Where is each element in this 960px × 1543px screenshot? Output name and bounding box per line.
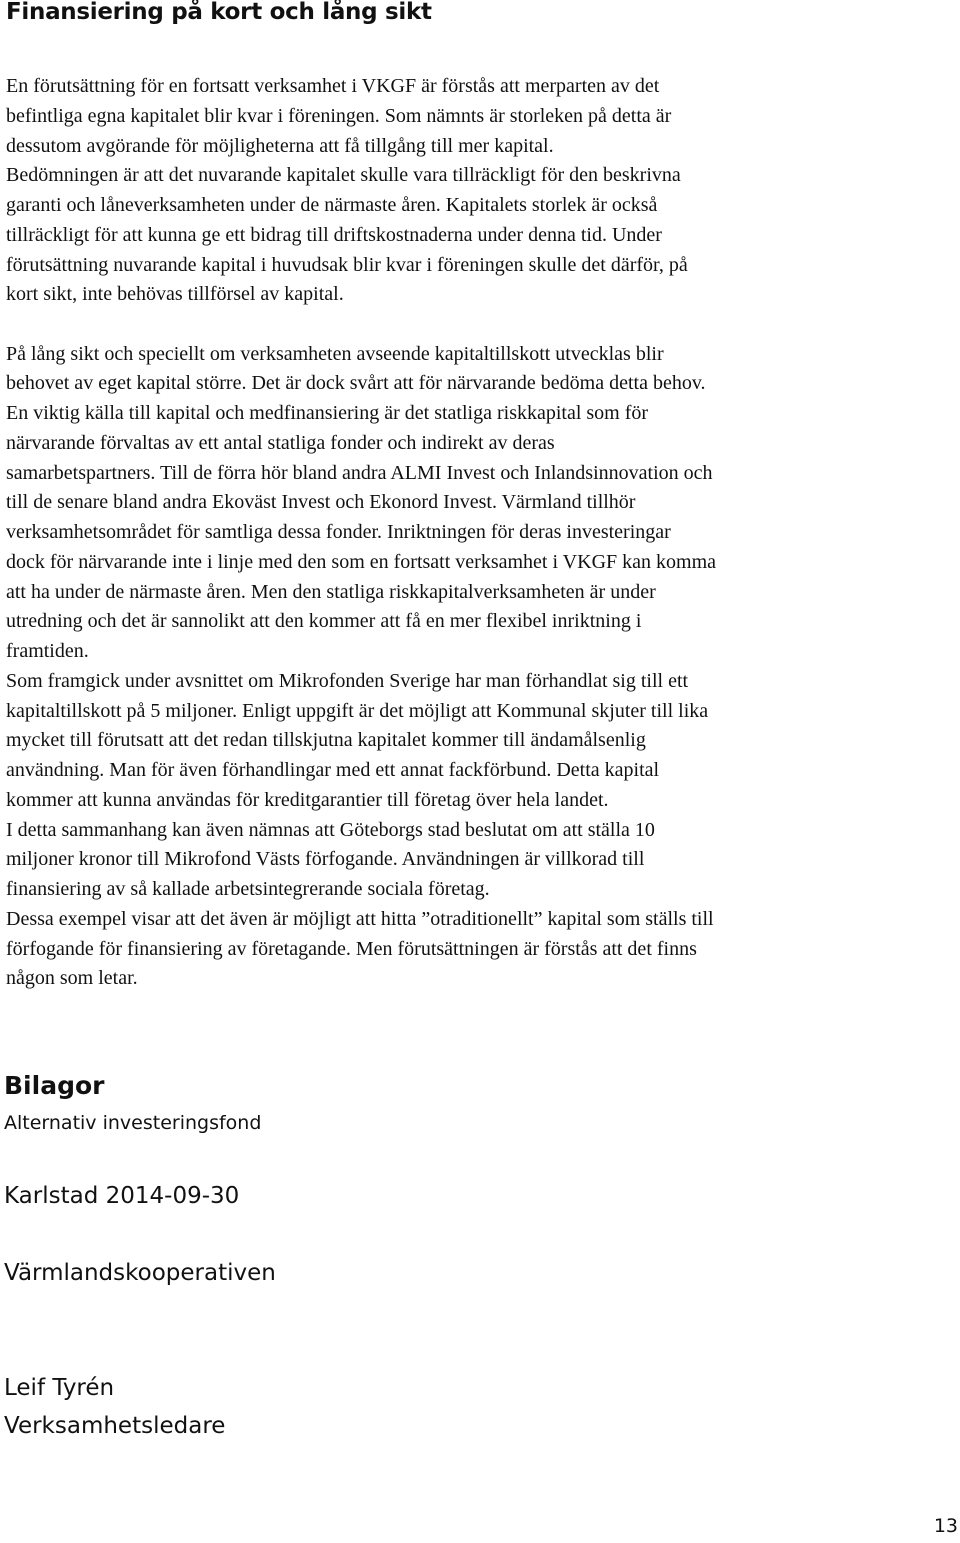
text-line: någon som letar. (6, 967, 138, 990)
text-line: kommer att kunna användas för kreditgarantier till företag över hela landet. (6, 788, 609, 811)
place-date: Karlstad 2014-09-30 (4, 1183, 240, 1209)
organization-name: Värmlandskooperativen (4, 1260, 276, 1286)
text-line: behovet av eget kapital större. Det är dock svårt att för närvarande bedöma detta behov. (6, 372, 706, 395)
paragraph-short-term-financing (6, 72, 956, 310)
text-line: till de senare bland andra Ekoväst Invest och Ekonord Invest. Värmland tillhör (6, 491, 636, 514)
text-line: förfogande för finansiering av företagande. Men förutsättningen är förstås att det finns (6, 937, 697, 960)
text-line: utredning och det är sannolikt att den kommer att få en mer flexibel inriktning i (6, 610, 642, 633)
text-line: närvarande förvaltas av ett antal statliga fonder och indirekt av deras (6, 431, 555, 454)
text-line: dock för närvarande inte i linje med den som en fortsatt verksamhet i VKGF kan komma (6, 550, 716, 573)
text-line: framtiden. (6, 640, 89, 662)
section-heading: Finansiering på kort och lång sikt (6, 0, 432, 25)
text-line: finansiering av så kallade arbetsintegrerande sociala företag. (6, 878, 490, 900)
attachments-heading: Bilagor (4, 1071, 105, 1100)
text-line: Dessa exempel visar att det även är möjligt att hitta ”otraditionellt” kapital som ställs till (6, 907, 714, 930)
signer-name: Leif Tyrén (4, 1375, 115, 1401)
text-line: verksamhetsområdet för samtliga dessa fonder. Inriktningen för deras investeringar (6, 521, 671, 543)
text-line: Bedömningen är att det nuvarande kapitalet skulle vara tillräckligt för den beskrivna (6, 164, 681, 187)
text-line: Som framgick under avsnittet om Mikrofonden Sverige har man förhandlat sig till ett (6, 669, 689, 692)
text-line: användning. Man för även förhandlingar med ett annat fackförbund. Detta kapital (6, 759, 660, 781)
text-line: att ha under de närmaste åren. Men den statliga riskkapitalverksamheten är under (6, 580, 656, 603)
attachment-item: Alternativ investeringsfond (4, 1112, 262, 1134)
text-line: befintliga egna kapitalet blir kvar i föreningen. Som nämnts är storleken på detta är (6, 104, 672, 127)
body-text (6, 72, 956, 994)
text-line: I detta sammanhang kan även nämnas att Göteborgs stad beslutat om att ställa 10 (6, 818, 655, 841)
text-line: garanti och låneverksamheten under de närmaste åren. Kapitalets storlek är också (6, 194, 658, 216)
text-line: En viktig källa till kapital och medfinansiering är det statliga riskkapital som för (6, 402, 649, 424)
page-number: 13 (933, 1515, 958, 1537)
text-line: mycket till förutsatt att det redan tillskjutna kapitalet kommer till ändamålsenlig (6, 729, 646, 752)
paragraph-long-term-financing (6, 340, 956, 995)
text-line: En förutsättning för en fortsatt verksamhet i VKGF är förstås att merparten av det (6, 75, 660, 97)
text-line: kapitaltillskott på 5 miljoner. Enligt uppgift är det möjligt att Kommunal skjuter till lika (6, 699, 709, 722)
signer-title: Verksamhetsledare (4, 1413, 226, 1439)
text-line: dessutom avgörande för möjligheterna att få tillgång till mer kapital. (6, 134, 554, 157)
text-line: tillräckligt för att kunna ge ett bidrag till driftskostnaderna under denna tid. Under (6, 223, 662, 246)
text-line: kort sikt, inte behövas tillförsel av kapital. (6, 283, 344, 306)
text-line: På lång sikt och speciellt om verksamheten avseende kapitaltillskott utvecklas blir (6, 342, 664, 365)
text-line: miljoner kronor till Mikrofond Västs förfogande. Användningen är villkorad till (6, 848, 645, 871)
text-line: samarbetspartners. Till de förra hör bland andra ALMI Invest och Inlandsinnovation och (6, 461, 713, 484)
text-line: förutsättning nuvarande kapital i huvudsak blir kvar i föreningen skulle det därför, på (6, 253, 688, 276)
